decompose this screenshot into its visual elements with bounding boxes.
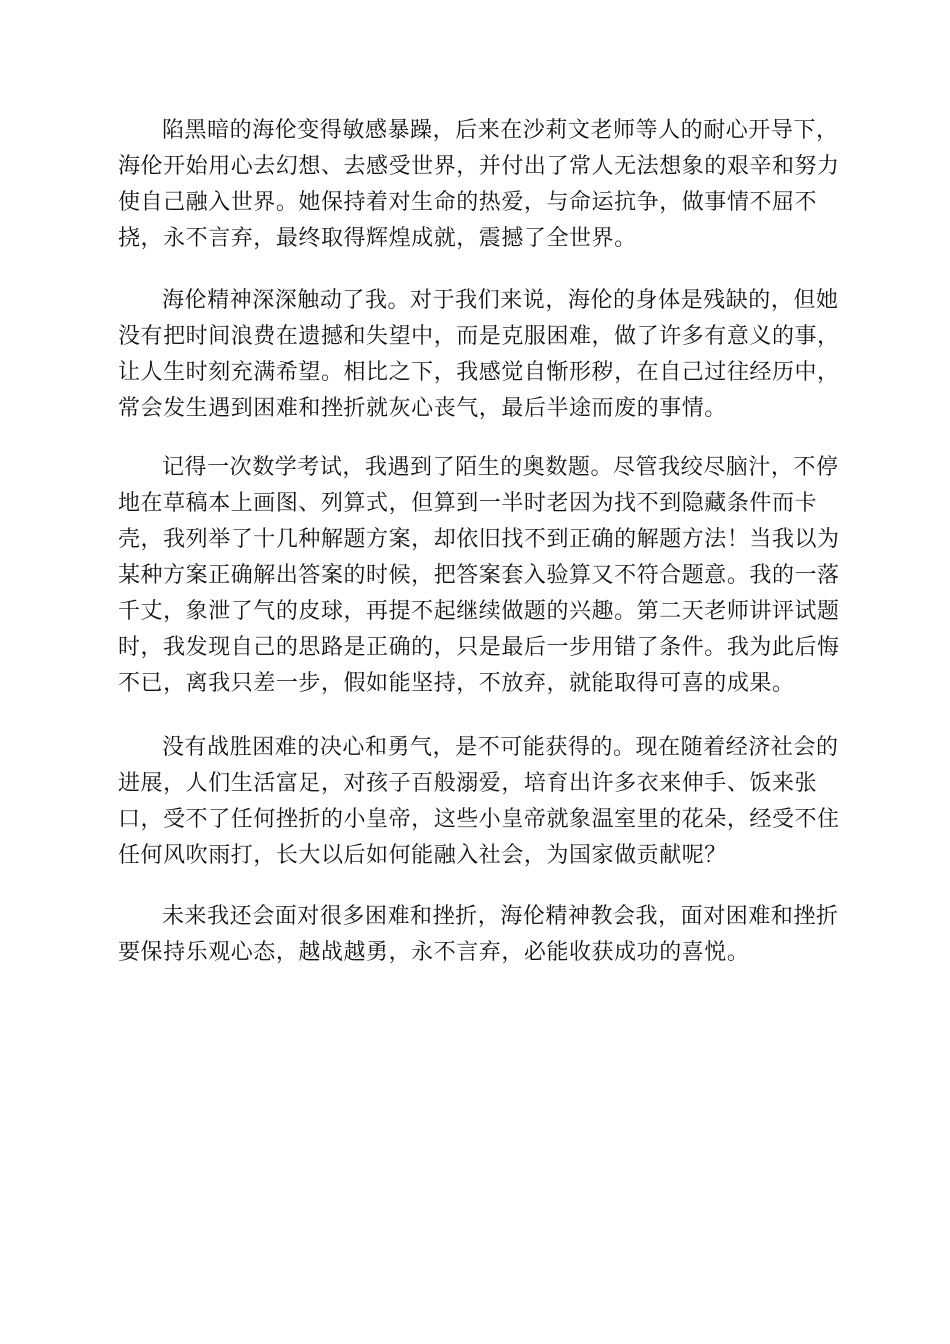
- paragraph-line: 壳，我列举了十几种解题方案，却依旧找不到正确的解题方法！当我以为: [118, 527, 840, 552]
- paragraph-line: 没有战胜困难的决心和勇气，是不可能获得的。现在随着经济社会的: [162, 735, 839, 760]
- paragraph-line: 挠，永不言弃，最终取得辉煌成就，震撼了全世界。: [118, 226, 637, 251]
- paragraph-line: 陷黑暗的海伦变得敏感暴躁，后来在沙莉文老师等人的耐心开导下，: [162, 118, 839, 143]
- paragraph-line: 要保持乐观心态，越战越勇，永不言弃，必能收获成功的喜悦。: [118, 940, 750, 965]
- paragraph-line: 未来我还会面对很多困难和挫折，海伦精神教会我，面对困难和挫折: [162, 904, 839, 929]
- paragraph-line: 某种方案正确解出答案的时候，把答案套入验算又不符合题意。我的一落: [118, 563, 840, 588]
- paragraph-line: 口，受不了任何挫折的小皇帝，这些小皇帝就象温室里的花朵，经受不住: [118, 807, 840, 832]
- paragraph-line: 不已，离我只差一步，假如能坚持，不放弃，就能取得可喜的成果。: [118, 671, 795, 696]
- paragraph-line: 没有把时间浪费在遗撼和失望中，而是克服困难，做了许多有意义的事，: [118, 324, 840, 349]
- paragraph-line: 千丈，象泄了气的皮球，再提不起继续做题的兴趣。第二天老师讲评试题: [118, 599, 840, 624]
- paragraph-line: 进展，人们生活富足，对孩子百般溺爱，培育出许多衣来伸手、饭来张: [118, 771, 818, 796]
- paragraph-line: 时，我发现自己的思路是正确的，只是最后一步用错了条件。我为此后悔: [118, 635, 840, 660]
- paragraph-line: 海伦开始用心去幻想、去感受世界，并付出了常人无法想象的艰辛和努力: [118, 154, 840, 179]
- paragraph-line: 常会发生遇到困难和挫折就灰心丧气，最后半途而废的事情。: [118, 396, 727, 421]
- paragraph-line: 地在草稿本上画图、列算式，但算到一半时老因为找不到隐藏条件而卡: [118, 491, 818, 516]
- paragraph-line: 海伦精神深深触动了我。对于我们来说，海伦的身体是残缺的，但她: [162, 288, 839, 313]
- paragraph-line: 使自己融入世界。她保持着对生命的热爱，与命运抗争，做事情不屈不: [118, 190, 818, 215]
- paragraph-line: 让人生时刻充满希望。相比之下，我感觉自惭形秽，在自己过往经历中，: [118, 360, 840, 385]
- paragraph-line: 记得一次数学考试，我遇到了陌生的奥数题。尽管我绞尽脑汁，不停: [162, 455, 839, 480]
- paragraph-line: 任何风吹雨打，长大以后如何能融入社会，为国家做贡献呢？: [118, 843, 727, 868]
